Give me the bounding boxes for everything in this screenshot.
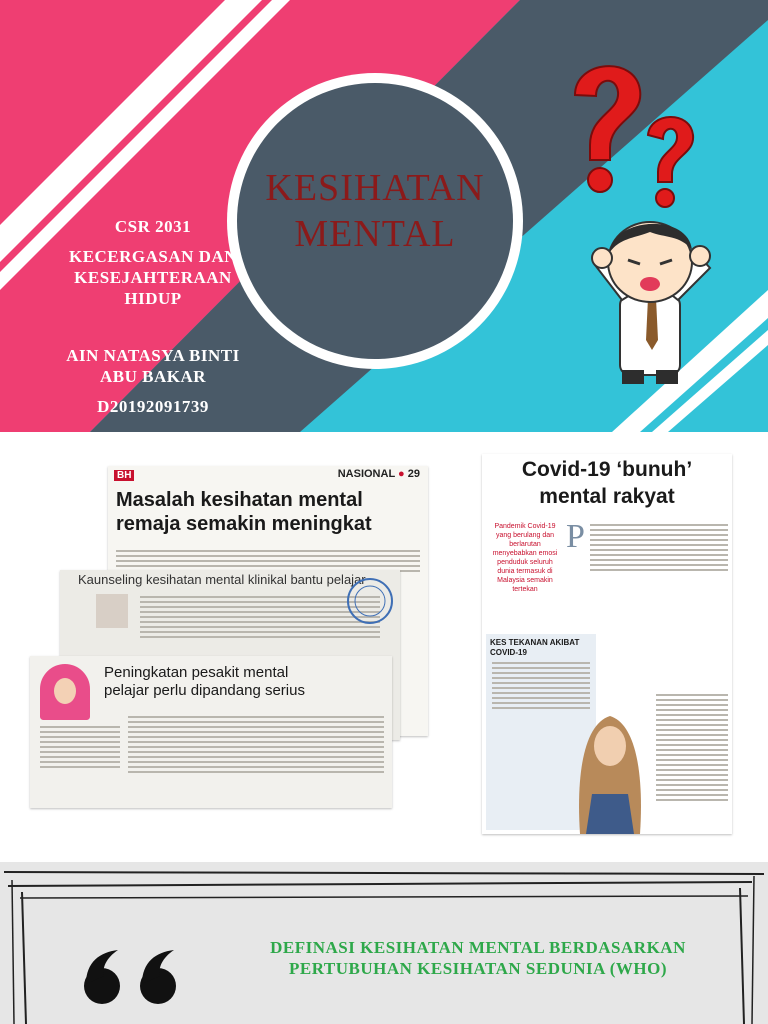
sub-headline: Kaunseling kesihatan mental klinikal bantu pelajar	[78, 572, 366, 587]
quote-title	[218, 937, 738, 979]
inset-headline-line2: pelajar perlu dipandang serius	[104, 682, 305, 699]
right-headline-line2: mental rakyat	[539, 485, 675, 508]
right-headline	[482, 456, 732, 510]
author-name	[18, 345, 288, 387]
section-label: NASIONAL ● 29	[337, 468, 420, 480]
quote-title-line1: DEFINASI KESIHATAN MENTAL BERDASARKAN	[270, 938, 686, 957]
paper-tag: BH	[114, 470, 134, 481]
cover-title	[240, 165, 510, 257]
quote-marks-icon	[80, 946, 190, 1006]
cover-title-line1: KESIHATAN	[265, 167, 485, 209]
clipping-right	[482, 454, 732, 834]
inset-photo	[40, 664, 90, 720]
question-marks-icon	[560, 50, 710, 210]
sub-text-lines	[140, 596, 380, 641]
page-number: 29	[407, 468, 420, 480]
clipping-inset	[30, 656, 392, 808]
course-name-line2: KESEJAHTERAAN	[74, 268, 232, 287]
course-name	[18, 246, 288, 309]
box-title: KES TEKANAN AKIBAT COVID-19	[490, 638, 580, 657]
quote-title-line2: PERTUBUHAN KESIHATAN SEDUNIA (WHO)	[288, 959, 667, 978]
course-code: CSR 2031	[114, 217, 192, 236]
inset-headline-line1: Peningkatan pesakit mental	[104, 664, 289, 681]
inset-headline	[104, 664, 384, 700]
right-headline-line1: Covid-19 ‘bunuh’	[521, 458, 693, 481]
course-name-line1: KECERGASAN DAN	[68, 247, 238, 266]
author-name-line2: ABU BAKAR	[99, 367, 207, 386]
cover-banner	[0, 0, 768, 432]
drop-cap: P	[566, 518, 585, 555]
cover-title-line2: MENTAL	[294, 213, 456, 255]
course-name-line3: HIDUP	[124, 289, 182, 308]
author-photo	[96, 594, 128, 628]
inset-text-lines	[128, 716, 384, 776]
woman-portrait	[572, 694, 648, 834]
student-id: D20192091739	[97, 397, 209, 416]
stamp-icon	[345, 576, 395, 626]
section-name: NASIONAL	[337, 468, 395, 480]
news-clippings-section	[0, 432, 768, 862]
inset-pull-quote-lines	[40, 726, 120, 771]
right-col-lines	[656, 694, 728, 804]
author-name-line1: AIN NATASYA BINTI	[66, 346, 240, 365]
confused-man-icon	[590, 210, 720, 390]
left-headline	[116, 488, 420, 536]
left-headline-line2: remaja semakin meningkat	[116, 513, 372, 535]
left-headline-line1: Masalah kesihatan mental	[116, 489, 363, 511]
right-text-lines	[590, 524, 728, 574]
standfirst: Pandemik Covid-19 yang berulang dan berlarutan menyebabkan emosi penduduk seluruh dunia termasuk di Malaysia semakin tertekan	[492, 523, 558, 593]
